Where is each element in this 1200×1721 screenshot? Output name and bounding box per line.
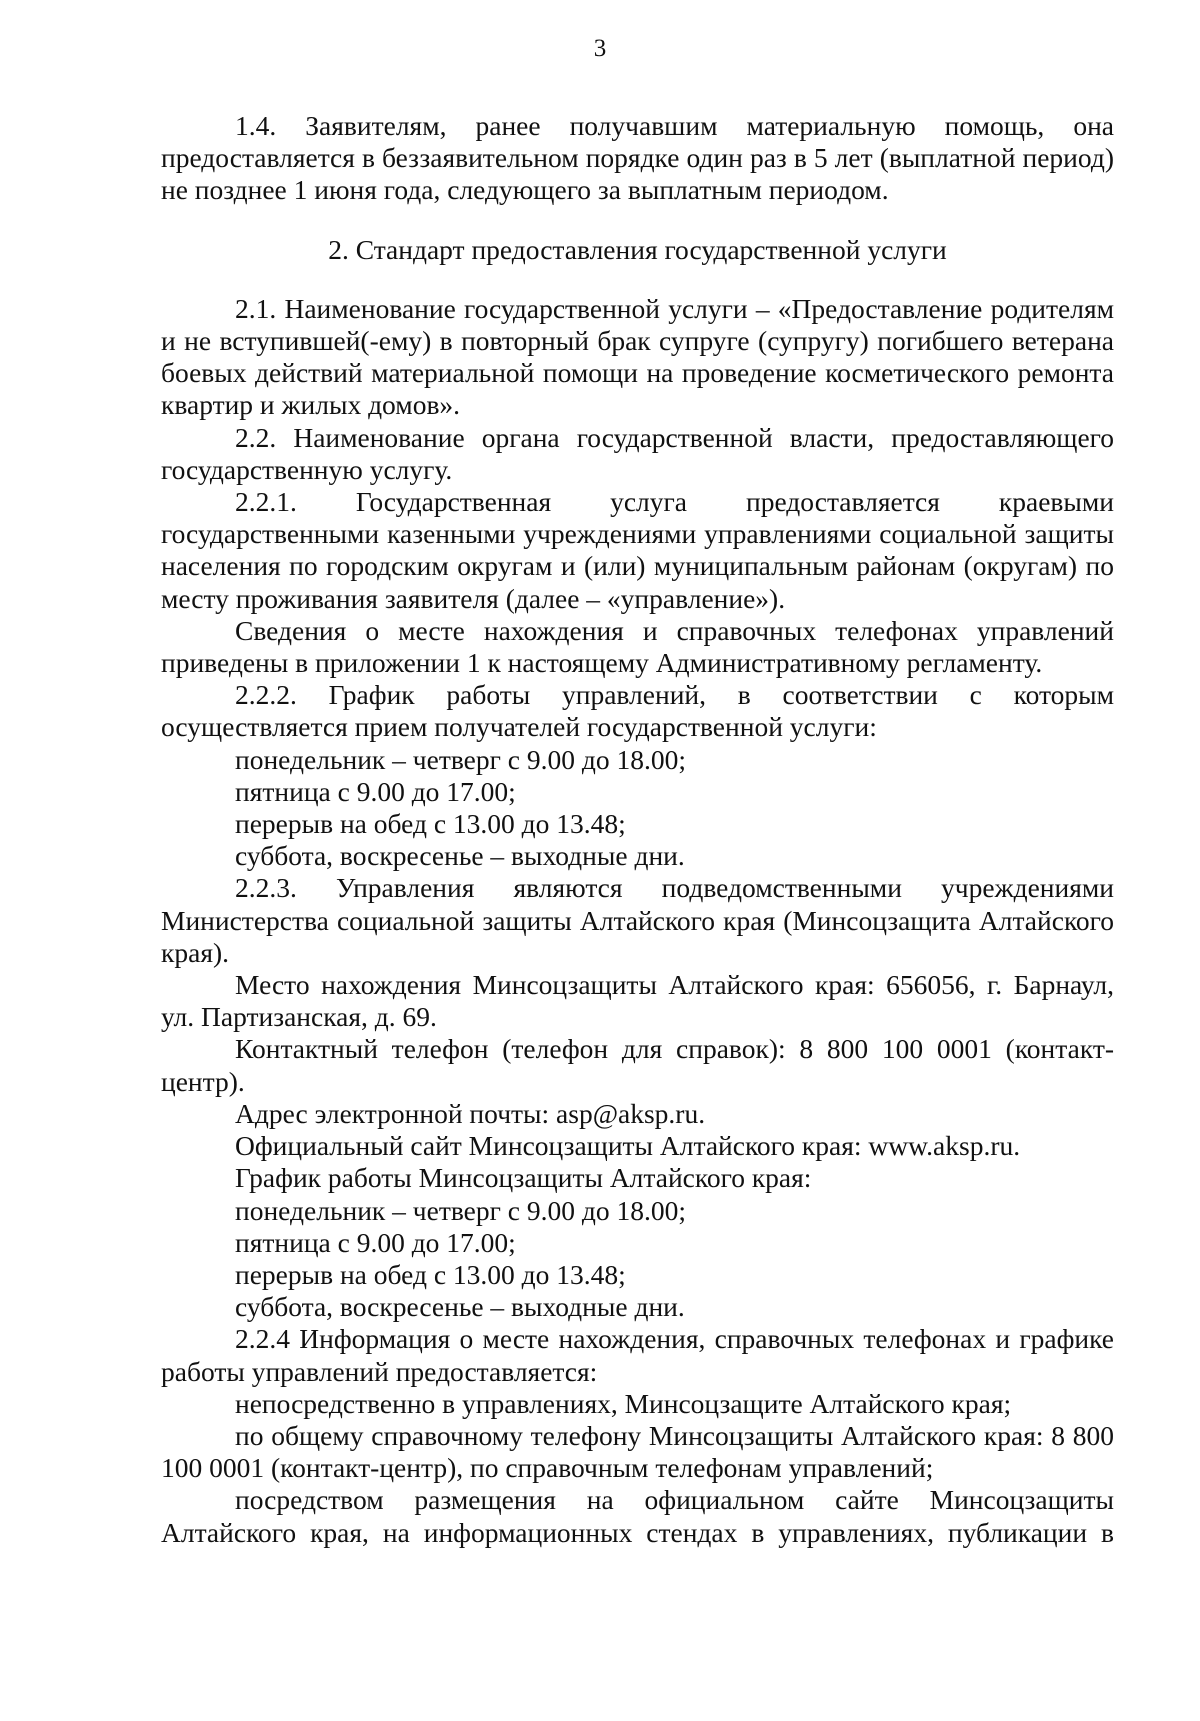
schedule-line: перерыв на обед с 13.00 до 13.48;: [235, 808, 626, 840]
document-body: [161, 110, 1114, 1549]
page-number: 3: [593, 35, 607, 62]
paragraph-phone: Контактный телефон (телефон для справок): 8 800 100 0001 (контакт-центр).: [161, 1033, 1114, 1097]
paragraph-2-2: 2.2. Наименование органа государственной власти, предоставляющего государственную услугу.: [161, 421, 1114, 485]
paragraph-1-4: 1.4. Заявителям, ранее получавшим материальную помощь, она предоставляется в беззаявительном порядке один раз в 5 лет (выплатной период) не позднее 1 июня года, следующего за выплатным периодом.: [161, 110, 1114, 206]
schedule-line: пятница с 9.00 до 17.00;: [235, 1226, 516, 1258]
section-heading: 2. Стандарт предоставления государственной услуги: [328, 233, 947, 265]
paragraph-2-1: 2.1. Наименование государственной услуги – «Предоставление родителям и не вступившей(-ему) в повторный брак супруге (супругу) погибшего ветерана боевых действий материальной помощи на проведение косметического ремонта квартир и жилых домов».: [161, 292, 1114, 421]
schedule-line: перерыв на обед с 13.00 до 13.48;: [235, 1258, 626, 1290]
paragraph-2-2-1: 2.2.1. Государственная услуга предоставляется краевыми государственными казенными учреждениями управлениями социальной защиты населения по городским округам и (или) муниципальным районам (округам) по месту проживания заявителя (далее – «управление»).: [161, 486, 1114, 614]
paragraph-offices-info: Сведения о месте нахождения и справочных телефонах управлений приведены в приложении 1 к настоящему Административному регламенту.: [161, 614, 1114, 679]
schedule-line: пятница с 9.00 до 17.00;: [235, 775, 516, 807]
info-channel-item: непосредственно в управлениях, Минсоцзащите Алтайского края;: [235, 1387, 1012, 1419]
paragraph-2-2-3: 2.2.3. Управления являются подведомственными учреждениями Министерства социальной защиты Алтайского края (Минсоцзащита Алтайского края).: [161, 872, 1114, 968]
paragraph-address: Место нахождения Минсоцзащиты Алтайского края: 656056, г. Барнаул, ул. Партизанская, д. 69.: [161, 969, 1114, 1033]
paragraph-ministry-schedule: График работы Минсоцзащиты Алтайского края:: [235, 1162, 812, 1194]
schedule-line: суббота, воскресенье – выходные дни.: [235, 1291, 685, 1323]
info-channel-item: посредством размещения на официальном сайте Минсоцзащиты Алтайского края, на информационных стендах в управлениях, публикации в: [161, 1484, 1114, 1548]
paragraph-2-2-4: 2.2.4 Информация о месте нахождения, справочных телефонах и графике работы управлений предоставляется:: [161, 1323, 1114, 1387]
info-channel-item: по общему справочному телефону Минсоцзащиты Алтайского края: 8 800 100 0001 (контакт-центр), по справочным телефонам управлений;: [161, 1419, 1114, 1484]
paragraph-website: Официальный сайт Минсоцзащиты Алтайского края: www.aksp.ru.: [235, 1130, 1021, 1162]
schedule-line: суббота, воскресенье – выходные дни.: [235, 840, 685, 872]
paragraph-2-2-2: 2.2.2. График работы управлений, в соответствии с которым осуществляется прием получателей государственной услуги:: [161, 679, 1114, 743]
paragraph-email: Адрес электронной почты: asp@aksp.ru.: [235, 1097, 706, 1129]
schedule-line: понедельник – четверг с 9.00 до 18.00;: [235, 1194, 686, 1226]
schedule-line: понедельник – четверг с 9.00 до 18.00;: [235, 743, 686, 775]
